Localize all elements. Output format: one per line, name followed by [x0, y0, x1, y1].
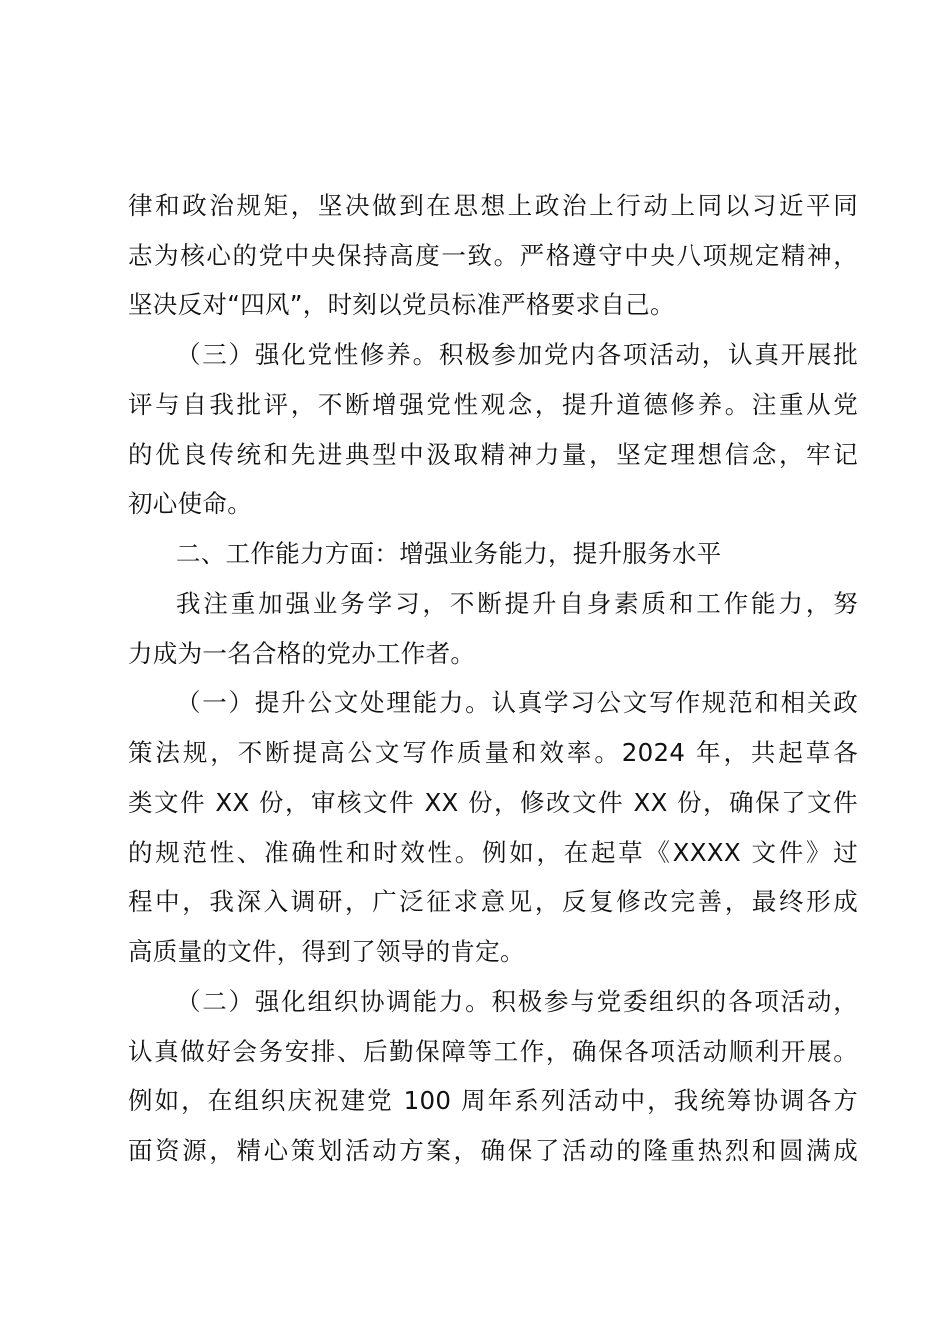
paragraph-heading-line: （三）强化党性修养。积极参加党内各项活动，认真开展批 — [176, 340, 858, 369]
text-line: 策法规，不断提高公文写作质量和效率。2024 年，共起草各 — [128, 738, 858, 767]
text-line: 力成为一名合格的党办工作者。 — [128, 639, 476, 668]
text-line: 类文件 XX 份，审核文件 XX 份，修改文件 XX 份，确保了文件 — [128, 788, 858, 817]
text-line: 志为核心的党中央保持高度一致。严格遵守中央八项规定精神， — [128, 241, 858, 270]
text-line: 高质量的文件，得到了领导的肯定。 — [128, 937, 525, 966]
text-line: 评与自我批评，不断增强党性观念，提升道德修养。注重从党 — [128, 390, 858, 419]
section-heading: 二、工作能力方面：增强业务能力，提升服务水平 — [176, 539, 722, 568]
text-line: 面资源，精心策划活动方案，确保了活动的隆重热烈和圆满成 — [128, 1136, 858, 1165]
text-line: 例如，在组织庆祝建党 100 周年系列活动中，我统筹协调各方 — [128, 1086, 858, 1115]
text-line: 的规范性、准确性和时效性。例如，在起草《XXXX 文件》过 — [128, 838, 858, 867]
paragraph-heading-line: （一）提升公文处理能力。认真学习公文写作规范和相关政 — [176, 688, 858, 717]
paragraph-heading-line: （二）强化组织协调能力。积极参与党委组织的各项活动， — [176, 987, 858, 1016]
text-line: 初心使命。 — [128, 489, 252, 518]
text-line: 律和政治规矩，坚决做到在思想上政治上行动上同以习近平同 — [128, 191, 858, 220]
text-line: 的优良传统和先进典型中汲取精神力量，坚定理想信念，牢记 — [128, 440, 858, 469]
text-line: 我注重加强业务学习，不断提升自身素质和工作能力，努 — [176, 589, 858, 618]
text-line: 坚决反对“四风”，时刻以党员标准严格要求自己。 — [128, 290, 675, 319]
text-line: 认真做好会务安排、后勤保障等工作，确保各项活动顺利开展。 — [128, 1037, 858, 1066]
text-line: 程中，我深入调研，广泛征求意见，反复修改完善，最终形成 — [128, 887, 858, 916]
